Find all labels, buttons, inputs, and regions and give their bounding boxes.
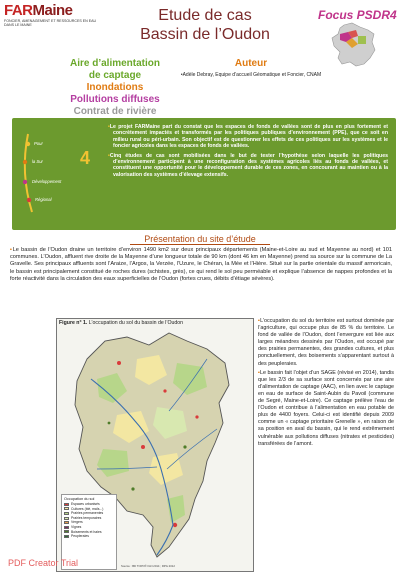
keyword-inondations: Inondations — [86, 82, 144, 93]
legend-swatch — [64, 530, 69, 533]
legend-item: Cultures (blé, maïs...) — [64, 507, 114, 512]
title-line-1: Etude de cas — [158, 7, 252, 24]
legend-item: Vergers — [64, 520, 114, 525]
psdr-line-1: Pour — [34, 141, 43, 146]
legend-title: Occupation du sol — [64, 497, 95, 501]
right-paragraph-1: ▪L’occupation du sol du territoire est surtout dominée par l’agriculture, qui occupe plus de 85 % du territoire. Le fond de vallée de l’Oudon, dont l’envergure est liée aux larges méandres dessinés par l’Oudon, est occupé par des prairies permanentes, des grandes cultures, et plus ponctuellement, des boisements s’apparentant surtout à des peupleraies. — [258, 318, 394, 367]
author-text: •Adèle Debray, Equipe d’accueil Géomatique et Foncier, CNAM — [180, 72, 322, 78]
legend-swatch — [64, 521, 69, 524]
keyword-contrat: Contrat de rivière — [73, 106, 157, 117]
bullet-icon: ▪ — [258, 369, 260, 376]
legend-item: Vignes — [64, 525, 114, 530]
presentation-body: ▪Le bassin de l’Oudon draine un territoire d’environ 1490 km2 sur deux principaux départements (Maine-et-Loire au sud et Mayenne au nord) et 101 communes. L’Oudon, affluent rive droite de la Mayenne d’une longueur totale de 90 km (dont 46 km en Mayenne) prend sa source sur la commune de La Gravelle. Ses principaux affluents sont l’Araize, l’Argos, la Verzée, l’Uzure, le Chéran, la Mée et l’Hière. Situé sur la partie orientale du massif armoricain, le bassin est principalement constitué de roches dures (schistes, grès), ce qui rend le sol peu perméable et explique l’absence de nappes profondes et la forte réactivité dans la circulation des eaux superficielles de l’Oudon (fortes crues, débits d’étiage sévères). — [10, 247, 392, 282]
legend-swatch — [64, 503, 69, 506]
section-divider — [130, 244, 270, 245]
keywords-block — [50, 58, 180, 118]
legend-swatch — [64, 517, 69, 520]
legend-item: Peupleraies — [64, 534, 114, 539]
legend-swatch — [64, 535, 69, 538]
legend-swatch — [64, 512, 69, 515]
farmaine-logo — [4, 4, 98, 30]
legend-item: Prairies temporaires — [64, 516, 114, 521]
right-paragraph-2: ▪Le bassin fait l’objet d’un SAGE (révisé en 2014), tandis que les 2/3 de sa surface sont concernés par une aire d’alimentation de captage (AAC), en lien avec le captage en eau de surface de Saint-Aubin du Pavoil (commune de Segré, Maine-et-Loire). Ce captage prélève l’eau de l’Oudon et contribue à l’alimentation en eau potable de plus de 4400 foyers. Celui-ci est identifié depuis 2009 comme un « captage prioritaire Grenelle », en raison de sa position en aval du bassin, qui le rend extrêmement vulnérable aux pollutions diffuses (nitrates et pesticides) transférées de l’amont. — [258, 369, 394, 447]
bullet-icon: ▪ — [258, 318, 261, 324]
figure-source: Source : BD TOPO® IGN 2014 ; RPG 2012 — [121, 564, 175, 568]
bullet-icon: • — [108, 152, 110, 159]
logo-wordmark: FARMaine — [4, 2, 73, 19]
psdr-logo — [18, 128, 106, 218]
france-map-icon — [330, 22, 378, 68]
land-use-map-figure — [56, 318, 254, 572]
intro-paragraph-1: •Le projet FARMaine part du constat que les espaces de fonds de vallées sont de plus en plus fortement et concrètement impactés et transformés par les politiques publiques d’environnement (PPE), que ce soit en milieu rural ou péri-urbain. Son objectif est de questionner les effets de ces politiques sur les systèmes et le foncier agricoles dans les espaces de fonds de vallées. — [108, 124, 388, 150]
focus-label: Focus PSDR4 — [318, 8, 397, 22]
intro-text — [108, 124, 388, 181]
keyword-aire: Aire d’alimentation — [69, 58, 160, 69]
figure-caption: Figure n° 1. L’occupation du sol du bassin de l’Oudon — [59, 320, 184, 326]
legend-swatch — [64, 526, 69, 529]
bullet-icon: ▪ — [10, 247, 13, 253]
psdr-number: 4 — [80, 148, 91, 168]
psdr-line-2: la Sur — [32, 159, 43, 164]
author-heading: Auteur — [234, 58, 268, 69]
keyword-pollutions: Pollutions diffuses — [70, 94, 160, 105]
author-block — [176, 58, 326, 79]
psdr-line-3: Développement — [32, 179, 62, 184]
title-line-2: Bassin de l’Oudon — [140, 26, 270, 43]
legend-item: Espaces urbanisés — [64, 502, 114, 507]
psdr-line-4: Régional — [35, 197, 52, 202]
legend-item: Prairies permanentes — [64, 511, 114, 516]
section-title: Présentation du site d’étude — [144, 234, 256, 244]
logo-subtitle: FONCIER, AMENAGEMENT ET RESSOURCES EN EAU DANS LE MAINE — [4, 19, 97, 28]
page-title — [130, 6, 280, 44]
psdr-arc-icon — [18, 128, 106, 218]
legend-swatch — [64, 507, 69, 510]
keyword-captage: de captage — [88, 70, 142, 81]
intro-box — [12, 118, 396, 230]
intro-paragraph-2: •Cinq études de cas sont mobilisées dans le but de tester l’hypothèse selon laquelle les politiques d’environnement participent à une reconfiguration des systèmes agricoles liés au fonds de vallées, et constituent une opportunité pour le développement durable de ces zones, en concourant au maintien ou à la valorisation des systèmes d’élevage extensifs. — [108, 152, 388, 178]
watermark: PDF Creator Trial — [8, 558, 79, 568]
right-column-text — [258, 318, 394, 450]
bullet-icon: • — [108, 124, 110, 130]
legend-item: Boisements et haies — [64, 530, 114, 535]
